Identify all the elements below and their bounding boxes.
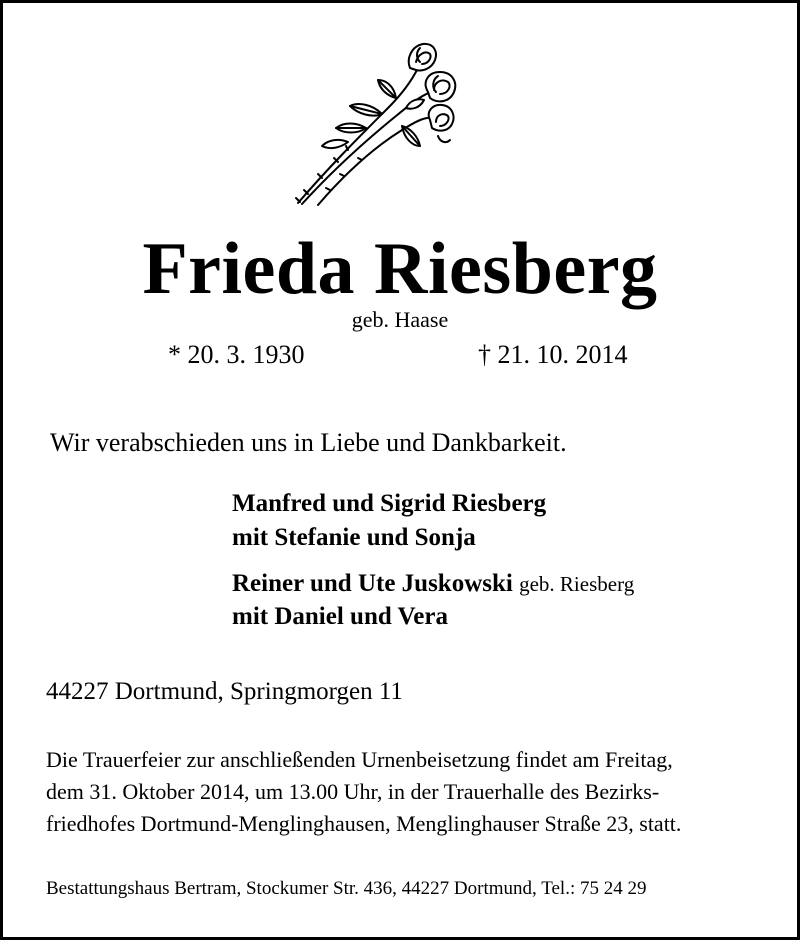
- family-address: 44227 Dortmund, Springmorgen 11: [46, 678, 403, 705]
- farewell-text: Wir verabschieden uns in Liebe und Dankbarkeit.: [50, 428, 567, 457]
- death-date: † 21. 10. 2014: [478, 340, 628, 369]
- mourner-line: [232, 491, 546, 516]
- mourner-line: [232, 604, 448, 629]
- mourner-names: Manfred und Sigrid Riesberg: [232, 490, 547, 517]
- mourner-names: Reiner und Ute Juskowski: [232, 570, 513, 597]
- mourner-children: mit Stefanie und Sonja: [232, 524, 476, 551]
- ceremony-line: Die Trauerfeier zur anschließenden Urnenbeisetzung findet am Freitag,: [46, 747, 673, 772]
- birth-date: * 20. 3. 1930: [168, 340, 305, 369]
- mourner-maiden-note: geb. Riesberg: [519, 572, 635, 596]
- maiden-name: geb. Haase: [351, 307, 449, 332]
- roses-icon: [278, 38, 468, 208]
- ceremony-line: friedhofes Dortmund-Menglinghausen, Menglinghauser Straße 23, statt.: [46, 811, 682, 836]
- mourner-line: [232, 525, 476, 550]
- undertaker-info: Bestattungshaus Bertram, Stockumer Str. 436, 44227 Dortmund, Tel.: 75 24 29: [46, 878, 647, 899]
- ceremony-details: [46, 744, 776, 840]
- ceremony-line: dem 31. Oktober 2014, um 13.00 Uhr, in der Trauerhalle des Bezirks-: [46, 779, 660, 804]
- mourner-children: mit Daniel und Vera: [232, 603, 449, 630]
- deceased-name: Frieda Riesberg: [142, 228, 658, 310]
- mourner-line: [232, 571, 634, 596]
